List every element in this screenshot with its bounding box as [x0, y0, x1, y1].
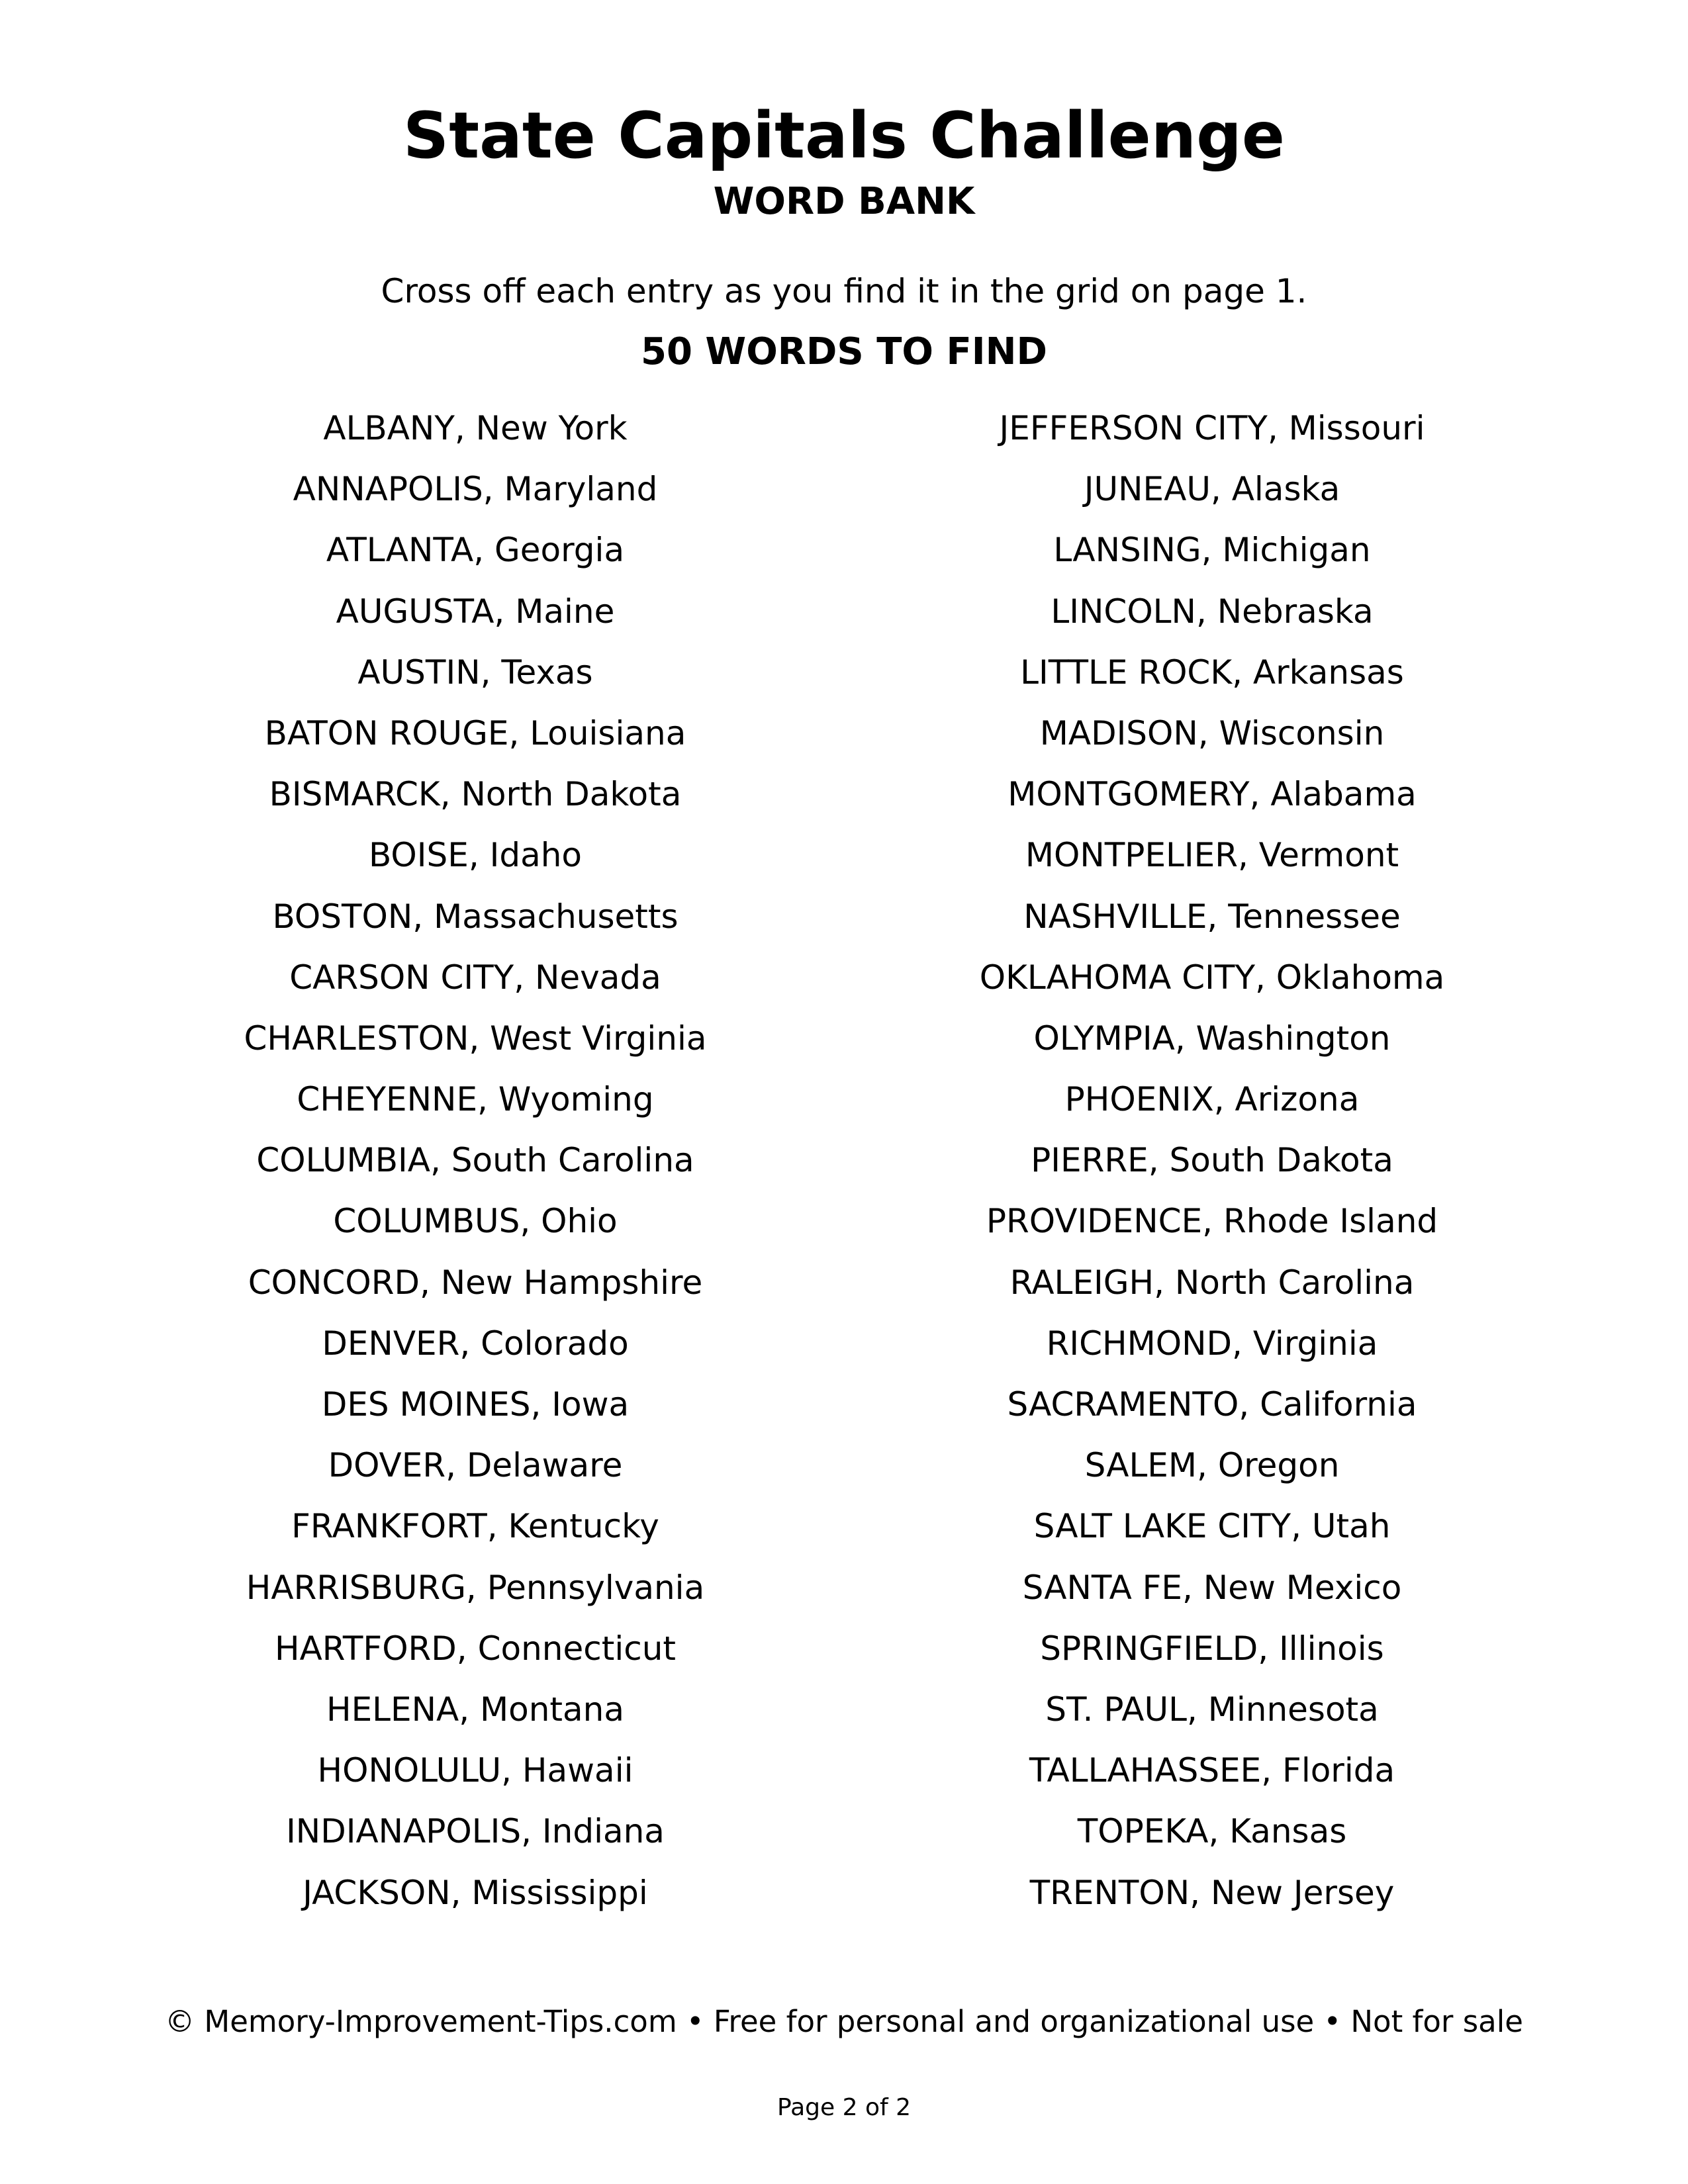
word-bank-entry: HONOLULU, Hawaii — [317, 1751, 633, 1790]
word-bank-entry: COLUMBUS, Ohio — [333, 1202, 618, 1241]
word-bank-entry: BISMARCK, North Dakota — [269, 775, 682, 814]
word-bank-entry: BOSTON, Massachusetts — [272, 897, 679, 936]
word-bank-entry: RALEIGH, North Carolina — [1009, 1263, 1415, 1302]
word-bank-entry: DES MOINES, Iowa — [321, 1385, 630, 1424]
word-bank-entry: AUGUSTA, Maine — [336, 592, 615, 631]
word-bank-entry: PIERRE, South Dakota — [1031, 1141, 1393, 1180]
word-bank-entry: SANTA FE, New Mexico — [1022, 1568, 1402, 1607]
word-bank-entry: LINCOLN, Nebraska — [1051, 592, 1374, 631]
word-bank-entry: COLUMBIA, South Carolina — [256, 1141, 694, 1180]
word-bank-entry: AUSTIN, Texas — [357, 653, 593, 692]
word-bank-entry: NASHVILLE, Tennessee — [1023, 897, 1401, 936]
word-bank-entry: FRANKFORT, Kentucky — [291, 1507, 659, 1546]
word-bank-entry: MONTGOMERY, Alabama — [1008, 775, 1417, 814]
word-bank-entry: OLYMPIA, Washington — [1033, 1019, 1391, 1058]
word-bank-entry: OKLAHOMA CITY, Oklahoma — [979, 958, 1445, 997]
word-bank-entry: CONCORD, New Hampshire — [248, 1263, 703, 1302]
word-bank-entry: CHEYENNE, Wyoming — [297, 1080, 654, 1119]
word-count-heading: 50 WORDS TO FIND — [641, 330, 1047, 373]
word-bank-entry: PROVIDENCE, Rhode Island — [986, 1202, 1438, 1241]
word-bank-entry: TOPEKA, Kansas — [1077, 1812, 1347, 1851]
word-bank-entry: RICHMOND, Virginia — [1046, 1324, 1378, 1363]
word-bank-entry: ALBANY, New York — [323, 409, 628, 447]
word-bank-entry: DOVER, Delaware — [328, 1446, 623, 1485]
word-bank-entry: ST. PAUL, Minnesota — [1045, 1690, 1379, 1729]
word-bank-entry: CHARLESTON, West Virginia — [244, 1019, 707, 1058]
word-bank-entry: ANNAPOLIS, Maryland — [293, 470, 658, 509]
word-bank-entry: HARRISBURG, Pennsylvania — [246, 1568, 705, 1607]
word-bank-entry: MONTPELIER, Vermont — [1025, 836, 1399, 875]
instructions-text: Cross off each entry as you find it in the grid on page 1. — [381, 272, 1307, 310]
word-bank-entry: TALLAHASSEE, Florida — [1029, 1751, 1395, 1790]
word-bank-entry: BATON ROUGE, Louisiana — [264, 713, 686, 752]
word-list-left-column — [111, 405, 839, 1931]
word-bank-entry: CARSON CITY, Nevada — [289, 958, 661, 997]
word-bank-entry: LITTLE ROCK, Arkansas — [1020, 653, 1404, 692]
word-list-right-column — [848, 405, 1576, 1931]
page-subtitle: WORD BANK — [713, 180, 975, 223]
word-bank-entry: DENVER, Colorado — [322, 1324, 629, 1363]
word-bank-entry: JACKSON, Mississippi — [303, 1873, 648, 1912]
page-title: State Capitals Challenge — [403, 99, 1285, 173]
word-bank-entry: LANSING, Michigan — [1053, 531, 1371, 570]
word-bank-entry: SALT LAKE CITY, Utah — [1033, 1507, 1391, 1546]
word-bank-entry: SALEM, Oregon — [1084, 1446, 1340, 1485]
word-bank-entry: BOISE, Idaho — [368, 836, 583, 875]
word-bank-entry: JEFFERSON CITY, Missouri — [999, 409, 1425, 447]
word-bank-entry: MADISON, Wisconsin — [1039, 713, 1385, 752]
word-bank-entry: PHOENIX, Arizona — [1064, 1080, 1360, 1119]
word-bank-entry: INDIANAPOLIS, Indiana — [286, 1812, 665, 1851]
word-bank-entry: HELENA, Montana — [326, 1690, 625, 1729]
word-bank-entry: JUNEAU, Alaska — [1084, 470, 1340, 509]
word-bank-entry: SPRINGFIELD, Illinois — [1040, 1629, 1384, 1668]
word-bank-entry: TRENTON, New Jersey — [1029, 1873, 1395, 1912]
page-number: Page 2 of 2 — [777, 2094, 911, 2121]
word-bank-entry: HARTFORD, Connecticut — [274, 1629, 676, 1668]
footer-copyright: © Memory-Improvement-Tips.com • Free for personal and organizational use • Not for sale — [165, 2004, 1523, 2039]
word-bank-entry: SACRAMENTO, California — [1007, 1385, 1417, 1424]
word-bank-entry: ATLANTA, Georgia — [326, 531, 625, 570]
